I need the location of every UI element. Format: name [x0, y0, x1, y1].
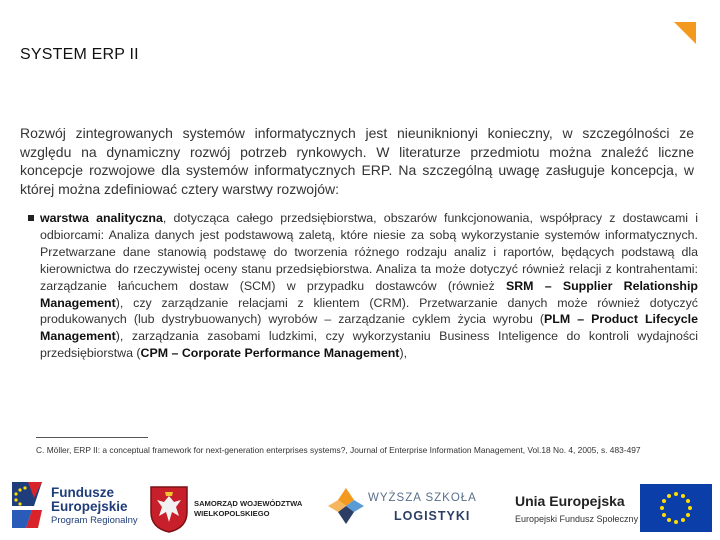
corner-triangle-icon [674, 22, 696, 44]
logos-bar [0, 470, 720, 540]
wsl-logo-icon [326, 486, 366, 526]
term-srm: SRM – Supplier Relationship Management [40, 278, 698, 310]
wsl-text: WYŻSZA SZKOŁA LOGISTYKI [368, 492, 477, 523]
wielkopolska-coat-of-arms-icon [148, 484, 190, 534]
term-analytical-layer: warstwa analityczna [40, 211, 163, 225]
fundusze-europejskie-text: Fundusze Europejskie Program Regionalny [51, 485, 138, 526]
footnote: C. Möller, ERP II: a conceptual framework for next-generation enterprises systems?, Journal of Enterprise Information Management, Vol.18 No. 4, 2005, s. 483-497 [36, 445, 641, 455]
unia-europejska-text: Unia Europejska Europejski Fundusz Społeczny [515, 493, 639, 524]
samorzad-text: SAMORZĄD WOJEWÓDZTWA WIELKOPOLSKIEGO [194, 499, 303, 518]
term-cpm: CPM – Corporate Performance Management [140, 346, 400, 361]
bullet-text: warstwa analityczna, dotycząca całego przedsiębiorstwa, obszarów funkcjonowania, współpracy z dostawcami i odbiorcami: Analiza danych jest podstawową zaletą, które niesie za sobą wykorzystanie systemów informatycznych. Przetwarzane dane stanowią podstawę do tworzenia różnego rodzaju analiz i raportów, będących podstawą dla kierownictwa do rzeczywistej oceny stanu przedsiębiorstwa. Analiza ta może dotyczyć również relacji z kontrahentami: zarządzanie łańcuchem dostaw (SCM) w przypadku dostawców (również SRM – Supplier Relationship Management), czy zarządzanie relacjami z klientem (CRM). Przetwarzanie danych może również dotyczyć produkowanych (lub dystrybuowanych) wyrobów – zarządzanie cyklem życia wyrobu (PLM – Product Lifecycle Management), zarządzania zasobami ludzkimi, czy wykorzystaniu Business Inteligence do kontroli wydajności przedsiębiorstwa (CPM – Corporate Performance Management), [40, 211, 699, 361]
fundusze-europejskie-logo-icon [8, 480, 48, 532]
intro-paragraph: Rozwój zintegrowanych systemów informatycznych jest nieuniknionyi konieczny, w szczególności ze względu na dynamiczny rozwój potrzeb rynkowych. W literaturze przedmiotu można znaleźć liczne koncepcje rozwojowe dla systemów informatycznych ERP. Na szczególną uwagę zasługuje koncepcja, w której można zdefiniować cztery warstwy rozwojów: [20, 125, 694, 197]
bullet-item [28, 210, 698, 362]
eu-flag-icon [640, 484, 712, 532]
slide-title: SYSTEM ERP II [20, 46, 139, 63]
footnote-divider [36, 437, 148, 438]
term-plm: PLM – Product Lifecycle Management [40, 312, 699, 344]
bullet-square-icon [28, 215, 34, 221]
